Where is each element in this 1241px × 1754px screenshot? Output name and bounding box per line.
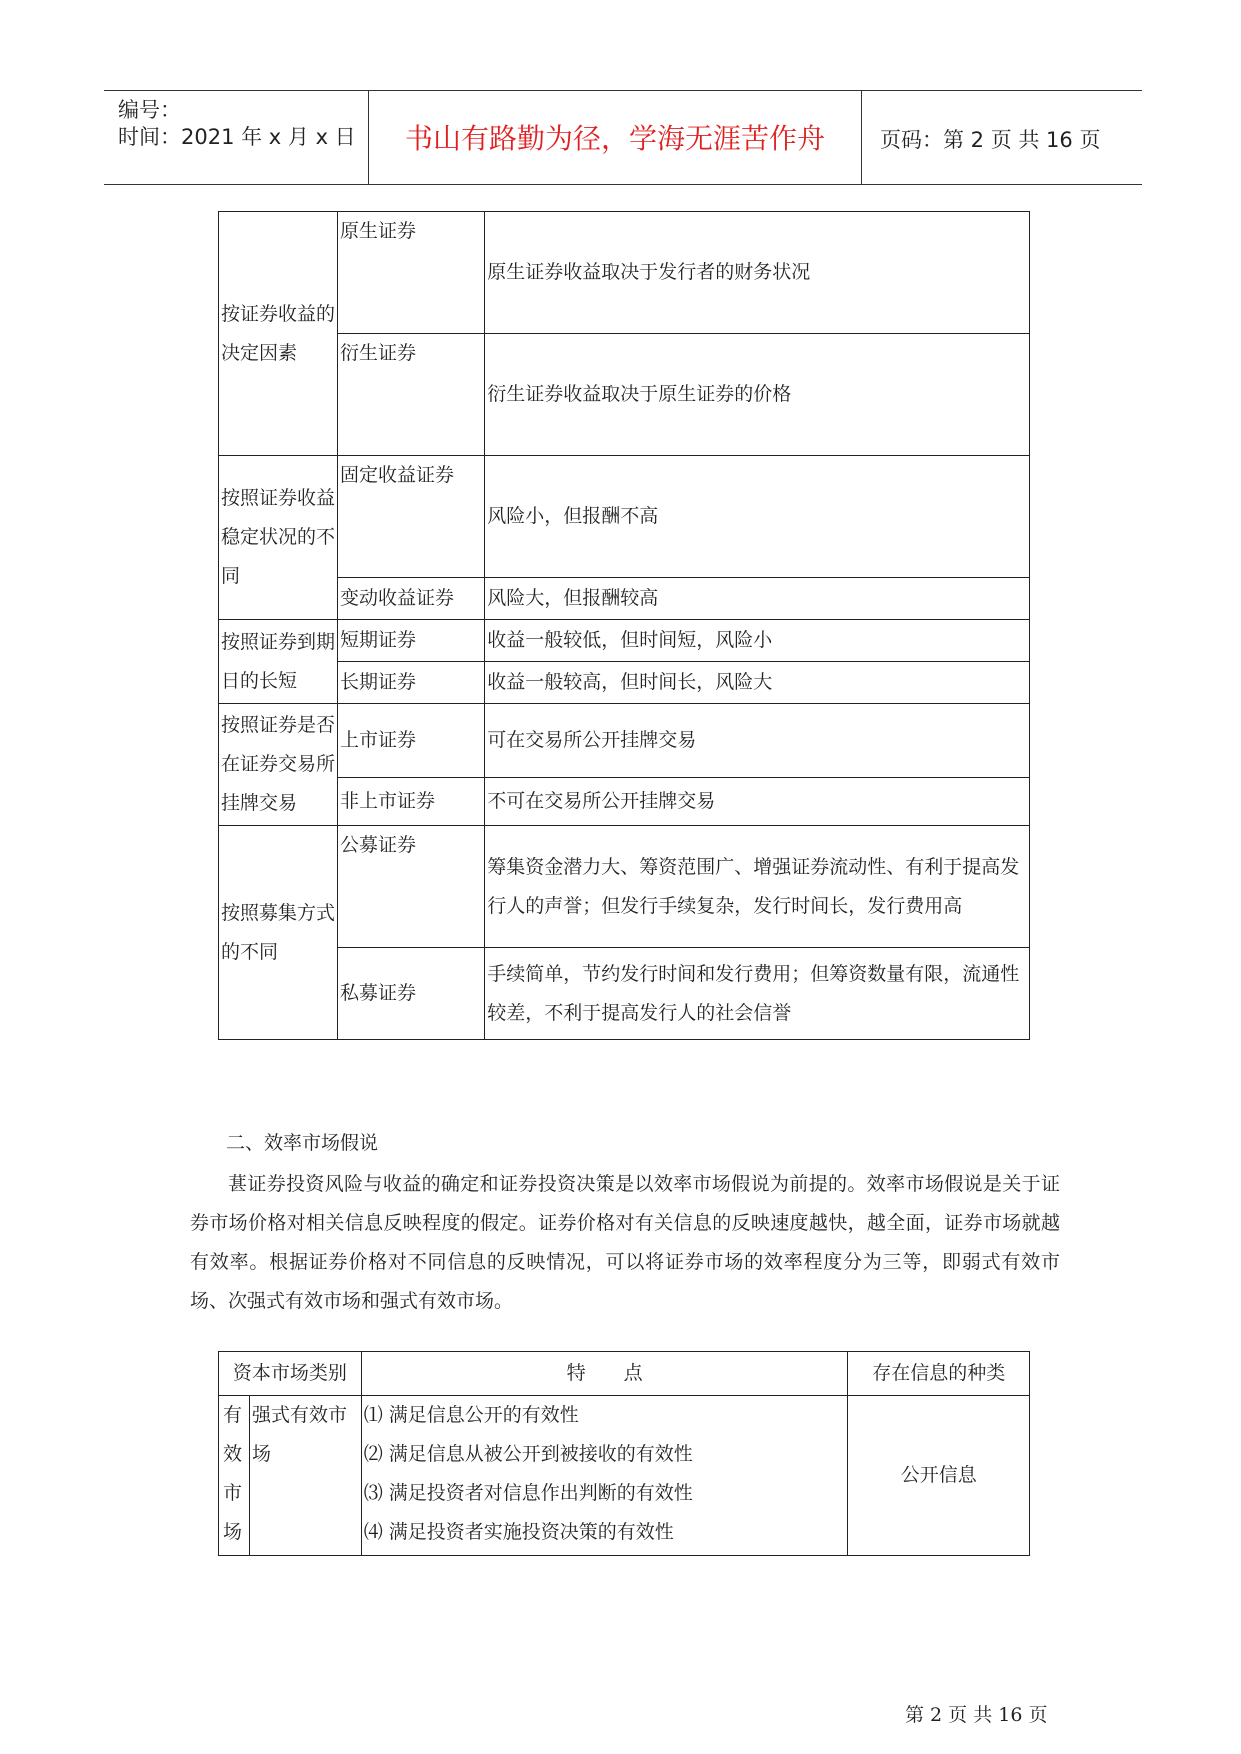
category-cell: 按证券收益的决定因素 <box>219 212 338 456</box>
table-row <box>219 826 1030 948</box>
category-cell: 按照证券到期日的长短 <box>219 620 338 704</box>
desc-cell: 风险小，但报酬不高 <box>485 456 1030 578</box>
info-cell: 公开信息 <box>848 1396 1030 1556</box>
header-info-type: 存在信息的种类 <box>848 1352 1030 1396</box>
category-cell: 按照募集方式的不同 <box>219 826 338 1040</box>
type-cell: 上市证券 <box>338 704 485 778</box>
type-cell: 私募证券 <box>338 948 485 1040</box>
desc-cell: 可在交易所公开挂牌交易 <box>485 704 1030 778</box>
feature-item: ⑷ 满足投资者实施投资决策的有效性 <box>363 1521 674 1543</box>
type-cell: 短期证券 <box>338 620 485 662</box>
table-row <box>219 1396 1030 1556</box>
page-header <box>104 90 1142 185</box>
desc-cell: 原生证券收益取决于发行者的财务状况 <box>485 212 1030 334</box>
page-footer: 第 2 页 共 16 页 <box>905 1704 1048 1726</box>
table-row <box>219 948 1030 1040</box>
category-cell: 按照证券收益稳定状况的不同 <box>219 456 338 620</box>
header-motto-cell <box>369 91 862 184</box>
doc-time-label: 时间：2021 年 x 月 x 日 <box>118 125 356 149</box>
type-cell: 长期证券 <box>338 662 485 704</box>
doc-number-label: 编号： <box>118 98 181 122</box>
table-row <box>219 704 1030 778</box>
feature-item: ⑶ 满足投资者对信息作出判断的有效性 <box>363 1482 693 1504</box>
desc-cell: 不可在交易所公开挂牌交易 <box>485 778 1030 826</box>
section-heading: 二、效率市场假说 <box>226 1132 379 1154</box>
type-cell: 变动收益证券 <box>338 578 485 620</box>
table-row <box>219 662 1030 704</box>
header-market-type: 资本市场类别 <box>219 1352 362 1396</box>
securities-classification-table <box>218 211 1030 1040</box>
desc-cell: 筹集资金潜力大、筹资范围广、增强证券流动性、有利于提高发行人的声誉；但发行手续复杂，发行时间长，发行费用高 <box>485 826 1030 948</box>
header-features: 特 点 <box>361 1352 848 1396</box>
features-cell <box>361 1396 848 1556</box>
table-row <box>219 620 1030 662</box>
subtype-cell: 强式有效市场 <box>249 1396 361 1556</box>
table-row <box>219 578 1030 620</box>
desc-cell: 衍生证券收益取决于原生证券的价格 <box>485 334 1030 456</box>
table-header-row <box>219 1352 1030 1396</box>
table-row <box>219 778 1030 826</box>
type-cell: 公募证券 <box>338 826 485 948</box>
desc-cell: 风险大，但报酬较高 <box>485 578 1030 620</box>
feature-item: ⑴ 满足信息公开的有效性 <box>363 1404 579 1426</box>
section-paragraph: 葚证券投资风险与收益的确定和证券投资决策是以效率市场假说为前提的。效率市场假说是关于证券市场价格对相关信息反映程度的假定。证券价格对有关信息的反映速度越快，越全面，证券市场就越有效率。根据证券价格对不同信息的反映情况，可以将证券市场的效率程度分为三等，即弱式有效市场、次强式有效市场和强式有效市场。 <box>190 1173 1060 1312</box>
header-page-label: 页码：第 2 页 共 16 页 <box>880 128 1101 152</box>
type-cell: 非上市证券 <box>338 778 485 826</box>
group-cell: 有效市场 <box>219 1396 250 1556</box>
desc-cell: 手续简单，节约发行时间和发行费用；但筹资数量有限，流通性较差，不利于提高发行人的社会信誉 <box>485 948 1030 1040</box>
efficient-market-table <box>218 1351 1030 1556</box>
desc-cell: 收益一般较高，但时间长，风险大 <box>485 662 1030 704</box>
type-cell: 固定收益证券 <box>338 456 485 578</box>
motto: 书山有路勤为径，学海无涯苦作舟 <box>404 122 825 155</box>
table-row <box>219 456 1030 578</box>
header-meta <box>104 91 369 184</box>
table-row <box>219 334 1030 456</box>
type-cell: 衍生证券 <box>338 334 485 456</box>
type-cell: 原生证券 <box>338 212 485 334</box>
feature-item: ⑵ 满足信息从被公开到被接收的有效性 <box>363 1443 693 1465</box>
desc-cell: 收益一般较低，但时间短，风险小 <box>485 620 1030 662</box>
category-cell: 按照证券是否在证券交易所挂牌交易 <box>219 704 338 826</box>
table-row <box>219 212 1030 334</box>
